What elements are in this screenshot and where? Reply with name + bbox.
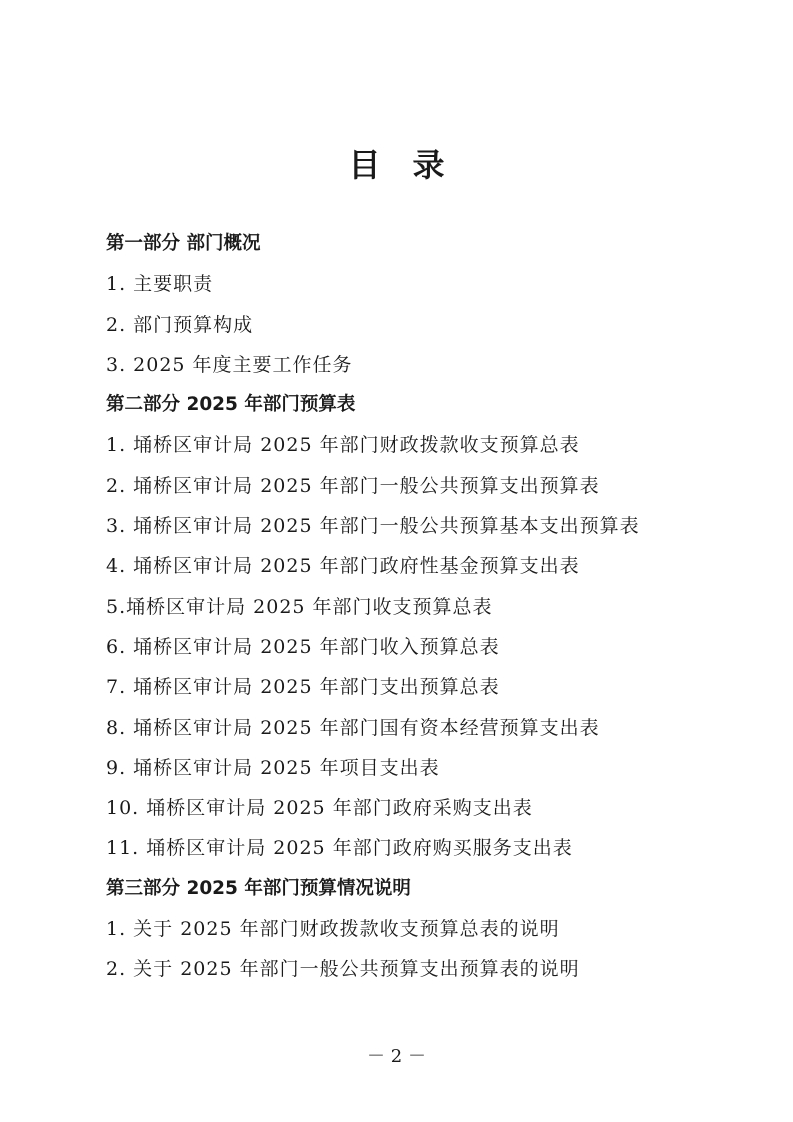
toc-item: 2. 部门预算构成 [106,313,254,336]
toc-item: 4. 埇桥区审计局 2025 年部门政府性基金预算支出表 [106,555,580,578]
table-of-contents [106,224,766,990]
toc-item: 3. 埇桥区审计局 2025 年部门一般公共预算基本支出预算表 [106,515,640,538]
toc-item: 3. 2025 年度主要工作任务 [106,353,353,376]
toc-section-part-3: 第三部分 2025 年部门预算情况说明 [106,877,411,899]
toc-item: 5.埇桥区审计局 2025 年部门收支预算总表 [106,595,493,618]
page-title: 目 录 [348,146,445,184]
page-number: － 2 － [367,1046,426,1067]
toc-item: 2. 埇桥区审计局 2025 年部门一般公共预算支出预算表 [106,474,600,497]
toc-item: 9. 埇桥区审计局 2025 年项目支出表 [106,756,440,779]
toc-item: 6. 埇桥区审计局 2025 年部门收入预算总表 [106,635,500,658]
toc-item: 7. 埇桥区审计局 2025 年部门支出预算总表 [106,676,500,699]
toc-section-part-2: 第二部分 2025 年部门预算表 [106,394,356,416]
toc-item: 1. 埇桥区审计局 2025 年部门财政拨款收支预算总表 [106,434,580,457]
toc-item: 8. 埇桥区审计局 2025 年部门国有资本经营预算支出表 [106,716,600,739]
toc-item: 1. 关于 2025 年部门财政拨款收支预算总表的说明 [106,918,560,941]
toc-item: 2. 关于 2025 年部门一般公共预算支出预算表的说明 [106,958,580,981]
toc-item: 1. 主要职责 [106,273,214,296]
toc-section-part-1: 第一部分 部门概况 [106,233,261,254]
toc-item: 10. 埇桥区审计局 2025 年部门政府采购支出表 [106,797,533,820]
toc-item: 11. 埇桥区审计局 2025 年部门政府购买服务支出表 [106,837,573,860]
